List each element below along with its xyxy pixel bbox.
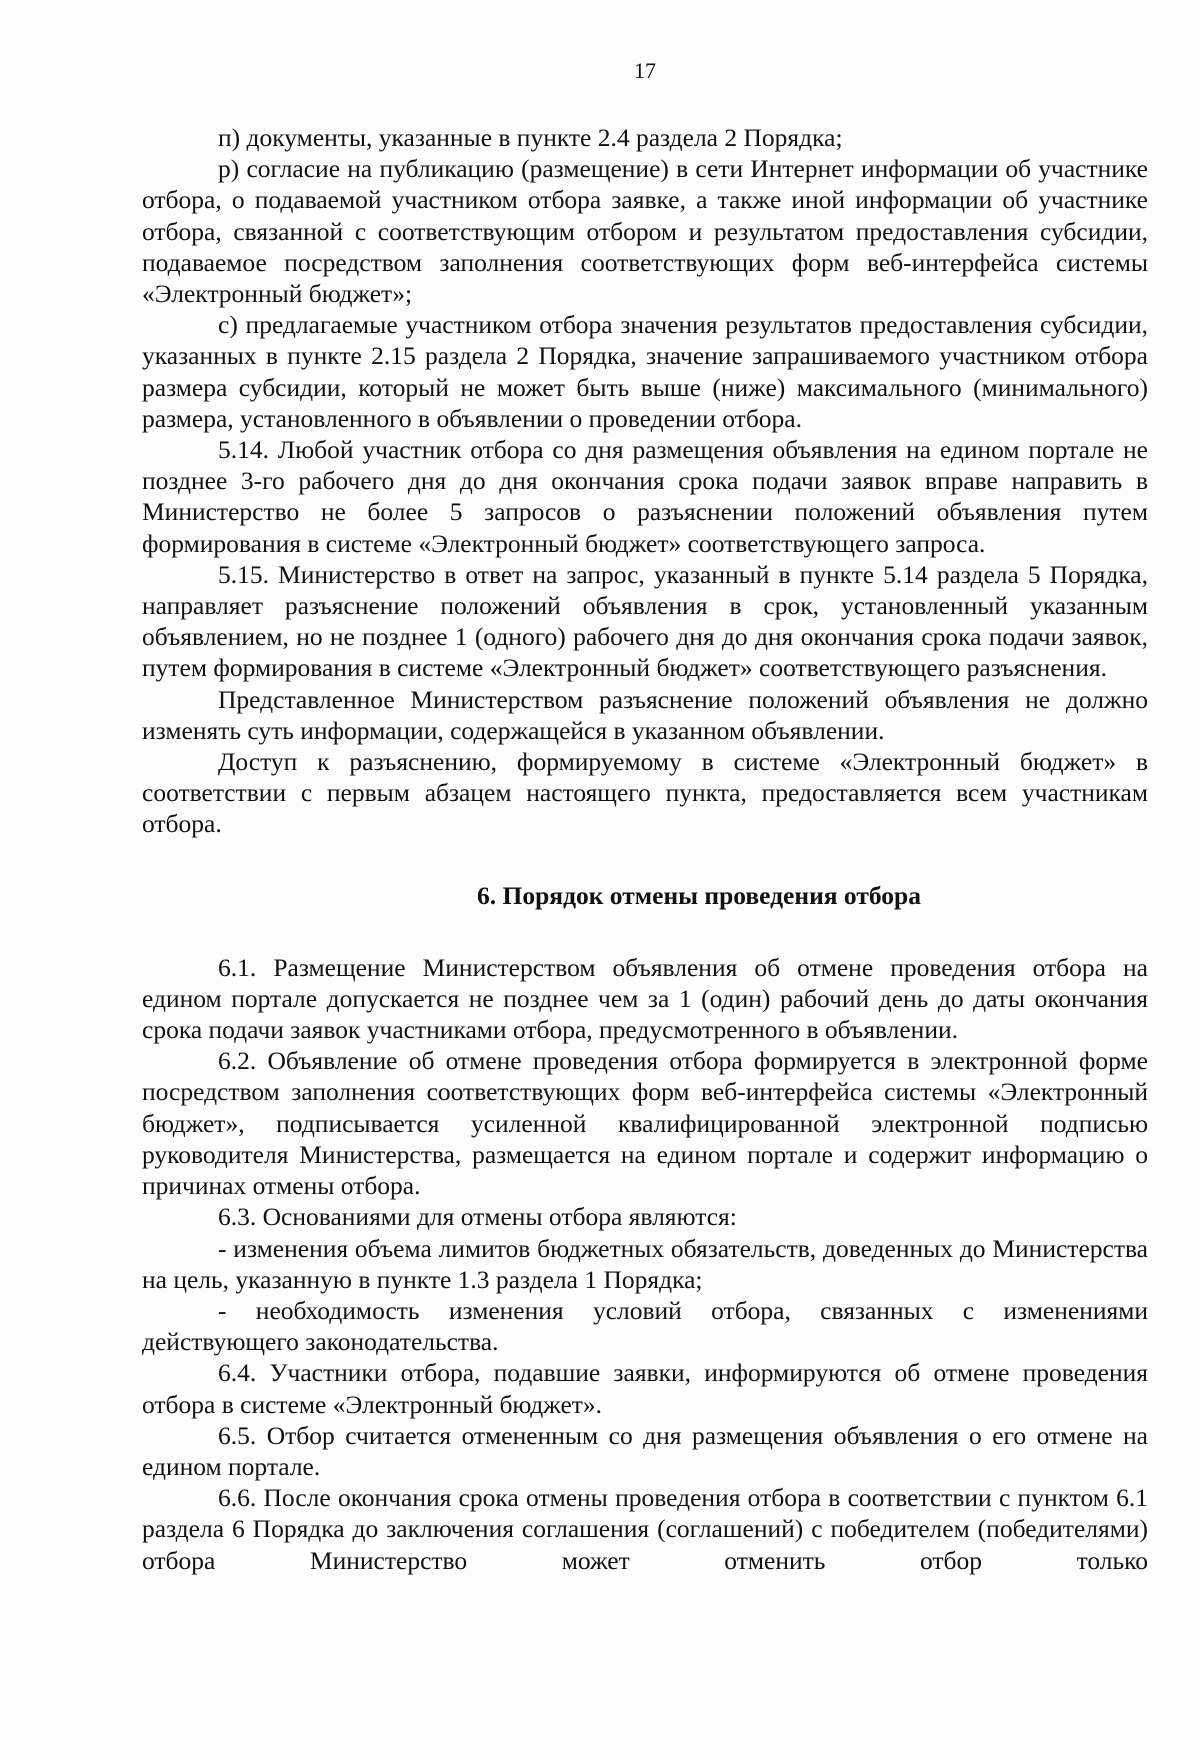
paragraph-6-5: 6.5. Отбор считается отмененным со дня размещения объявления о его отмене на едином портале. [142,1420,1148,1481]
paragraph-5-14: 5.14. Любой участник отбора со дня размещения объявления на едином портале не позднее 3-го рабочего дня до дня окончания срока подачи заявок вправе направить в Министерство не более 5 запросов о разъяснении положений объявления путем формирования в системе «Электронный бюджет» соответствующего запроса. [142,435,1148,558]
paragraph-access: Доступ к разъяснению, формируемому в системе «Электронный бюджет» в соответствии с первым абзацем настоящего пункта, предоставляется всем участникам отбора. [142,747,1148,839]
paragraph-5-15: 5.15. Министерство в ответ на запрос, указанный в пункте 5.14 раздела 5 Порядка, направляет разъяснение положений объявления в срок, установленный указанным объявлением, но не позднее 1 (одного) рабочего дня до дня окончания срока подачи заявок, путем формирования в системе «Электронный бюджет» соответствующего разъяснения. [142,559,1148,683]
document-body [142,122,1148,1576]
section-heading: 6. Порядок отмены проведения отбора [477,880,921,910]
paragraph-6-3-item-2: - необходимость изменения условий отбора, связанных с изменениями действующего законодательства. [142,1295,1148,1357]
paragraph-6-2: 6.2. Объявление об отмене проведения отбора формируется в электронной форме посредством заполнения соответствующих форм веб-интерфейса системы «Электронный бюджет», подписывается усиленной квалифицированной электронной подписью руководителя Министерства, размещается на едином портале и содержит информацию о причинах отмены отбора. [142,1046,1148,1201]
paragraph-explanation: Представленное Министерством разъяснение положений объявления не должно изменять суть информации, содержащейся в указанном объявлении. [142,684,1148,745]
paragraph-p: п) документы, указанные в пункте 2.4 раздела 2 Порядка; [218,123,843,152]
paragraph-r: р) согласие на публикацию (размещение) в сети Интернет информации об участнике отбора, о подаваемой участником отбора заявке, а также иной информации об участнике отбора, связанной с соответствующим отбором и результатом предоставления субсидии, подаваемое посредством заполнения соответствующих форм веб-интерфейса системы «Электронный бюджет»; [142,154,1148,309]
paragraph-6-1: 6.1. Размещение Министерством объявления об отмене проведения отбора на едином портале допускается не позднее чем за 1 (один) рабочий день до даты окончания срока подачи заявок участниками отбора, предусмотренного в объявлении. [142,952,1148,1045]
paragraph-6-3-item-1: - изменения объема лимитов бюджетных обязательств, доведенных до Министерства на цель, указанную в пункте 1.3 раздела 1 Порядка; [142,1233,1148,1294]
paragraph-6-6: 6.6. После окончания срока отмены проведения отбора в соответствии с пунктом 6.1 раздела 6 Порядка до заключения соглашения (соглашений) с победителем (победителями) отбора Министерство может отменить отбор только [142,1483,1148,1575]
page-number: 17 [634,58,656,83]
paragraph-6-3: 6.3. Основаниями для отмены отбора являются: [218,1202,737,1232]
paragraph-6-4: 6.4. Участники отбора, подавшие заявки, информируются об отмене проведения отбора в системе «Электронный бюджет». [142,1358,1148,1419]
paragraph-s: с) предлагаемые участником отбора значения результатов предоставления субсидии, указанных в пункте 2.15 раздела 2 Порядка, значение запрашиваемого участником отбора размера субсидии, который не может быть выше (ниже) максимального (минимального) размера, установленного в объявлении о проведении отбора. [142,310,1148,433]
